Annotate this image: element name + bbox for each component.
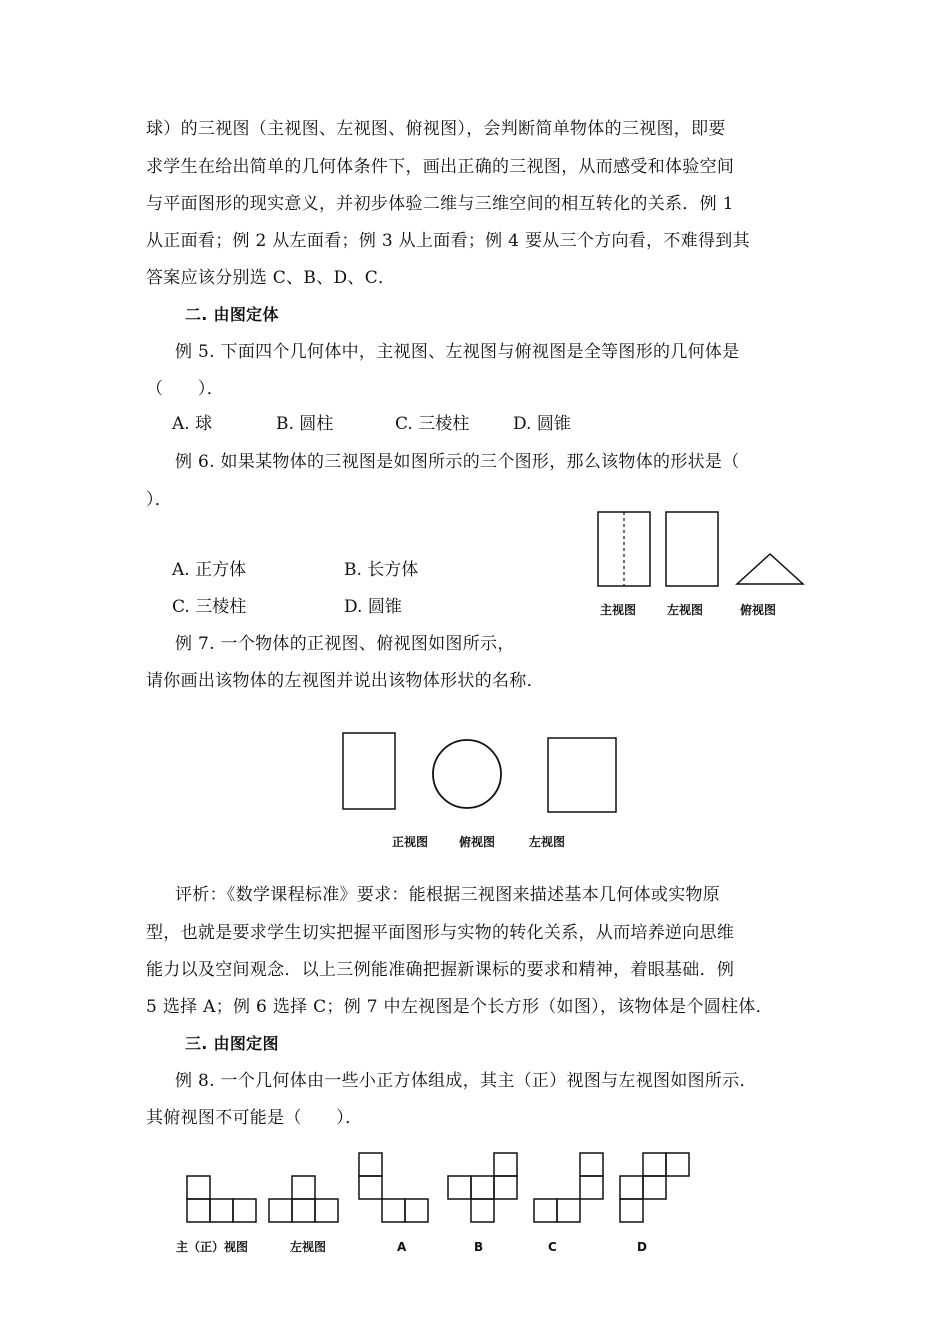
option-a-grid	[359, 1153, 428, 1222]
example-6-option-d: D. 圆锥	[344, 597, 402, 617]
left-view-rect	[548, 738, 616, 812]
example-5-question: 例 5. 下面四个几何体中，主视图、左视图与俯视图是全等图形的几何体是	[175, 342, 740, 362]
caption-top-view: 俯视图	[459, 835, 496, 849]
top-view-triangle	[737, 554, 803, 584]
analysis-line: 评析：《数学课程标准》要求：能根据三视图来描述基本几何体或实物原	[175, 885, 721, 905]
section-heading: 二. 由图定体	[185, 305, 279, 324]
caption-front-view: 正视图	[392, 835, 429, 849]
paragraph-line: 求学生在给出简单的几何体条件下，画出正确的三视图，从而感受和体验空间	[146, 157, 735, 177]
caption-left-view: 左视图	[529, 835, 566, 849]
left-view-rect	[666, 512, 718, 586]
example-6-figure	[590, 510, 810, 590]
left-view-grid	[269, 1176, 338, 1222]
example-5-option-c: C. 三棱柱	[395, 414, 470, 434]
front-view-grid	[187, 1176, 256, 1222]
caption-left-view: 左视图	[290, 1240, 327, 1254]
paragraph-line: 与平面图形的现实意义，并初步体验二维与三维空间的相互转化的关系．例 1	[146, 194, 734, 214]
example-8-question-cont: 其俯视图不可能是（ ）．	[146, 1108, 363, 1128]
example-7-question-cont: 请你画出该物体的左视图并说出该物体形状的名称．	[146, 671, 544, 691]
analysis-line: 5 选择 A；例 6 选择 C；例 7 中左视图是个长方形（如图），该物体是个圆柱体．	[146, 997, 773, 1017]
example-6-question: 例 6. 如果某物体的三视图是如图所示的三个图形，那么该物体的形状是（	[175, 452, 740, 472]
example-6-option-b: B. 长方体	[344, 560, 419, 580]
example-8-figure	[180, 1150, 700, 1230]
example-8-question: 例 8. 一个几何体由一些小正方体组成，其主（正）视图与左视图如图所示．	[175, 1071, 757, 1091]
example-6-option-c: C. 三棱柱	[172, 597, 247, 617]
option-d-grid	[620, 1153, 689, 1222]
caption-option-d: D	[637, 1240, 647, 1254]
front-view-rect	[343, 733, 395, 809]
example-5-option-a: A. 球	[172, 414, 213, 434]
example-7-figure	[338, 730, 628, 820]
top-view-circle	[433, 740, 501, 808]
example-5-blank: （ ）．	[146, 379, 224, 399]
caption-option-a: A	[397, 1240, 407, 1254]
caption-top-view: 俯视图	[740, 603, 777, 617]
paragraph-line: 球）的三视图（主视图、左视图、俯视图），会判断简单物体的三视图，即要	[146, 119, 726, 139]
option-c-grid	[534, 1153, 603, 1222]
caption-left-view: 左视图	[667, 603, 704, 617]
example-6-option-a: A. 正方体	[172, 560, 247, 580]
analysis-line: 型，也就是要求学生切实把握平面图形与实物的转化关系，从而培养逆向思维	[146, 923, 735, 943]
paragraph-line: 从正面看；例 2 从左面看；例 3 从上面看；例 4 要从三个方向看，不难得到其	[146, 231, 750, 251]
caption-front-view: 主（正）视图	[176, 1240, 249, 1254]
example-6-blank: ）．	[146, 490, 173, 510]
section-heading: 三. 由图定图	[185, 1034, 279, 1053]
caption-front-view: 主视图	[600, 603, 637, 617]
option-b-grid	[448, 1153, 517, 1222]
example-5-option-d: D. 圆锥	[513, 414, 571, 434]
caption-option-c: C	[548, 1240, 557, 1254]
example-5-option-b: B. 圆柱	[276, 414, 334, 434]
example-7-question: 例 7. 一个物体的正视图、俯视图如图所示，	[175, 634, 515, 654]
analysis-line: 能力以及空间观念．以上三例能准确把握新课标的要求和精神，着眼基础．例	[146, 960, 735, 980]
caption-option-b: B	[474, 1240, 484, 1254]
paragraph-line: 答案应该分别选 C、B、D、C．	[146, 268, 396, 288]
